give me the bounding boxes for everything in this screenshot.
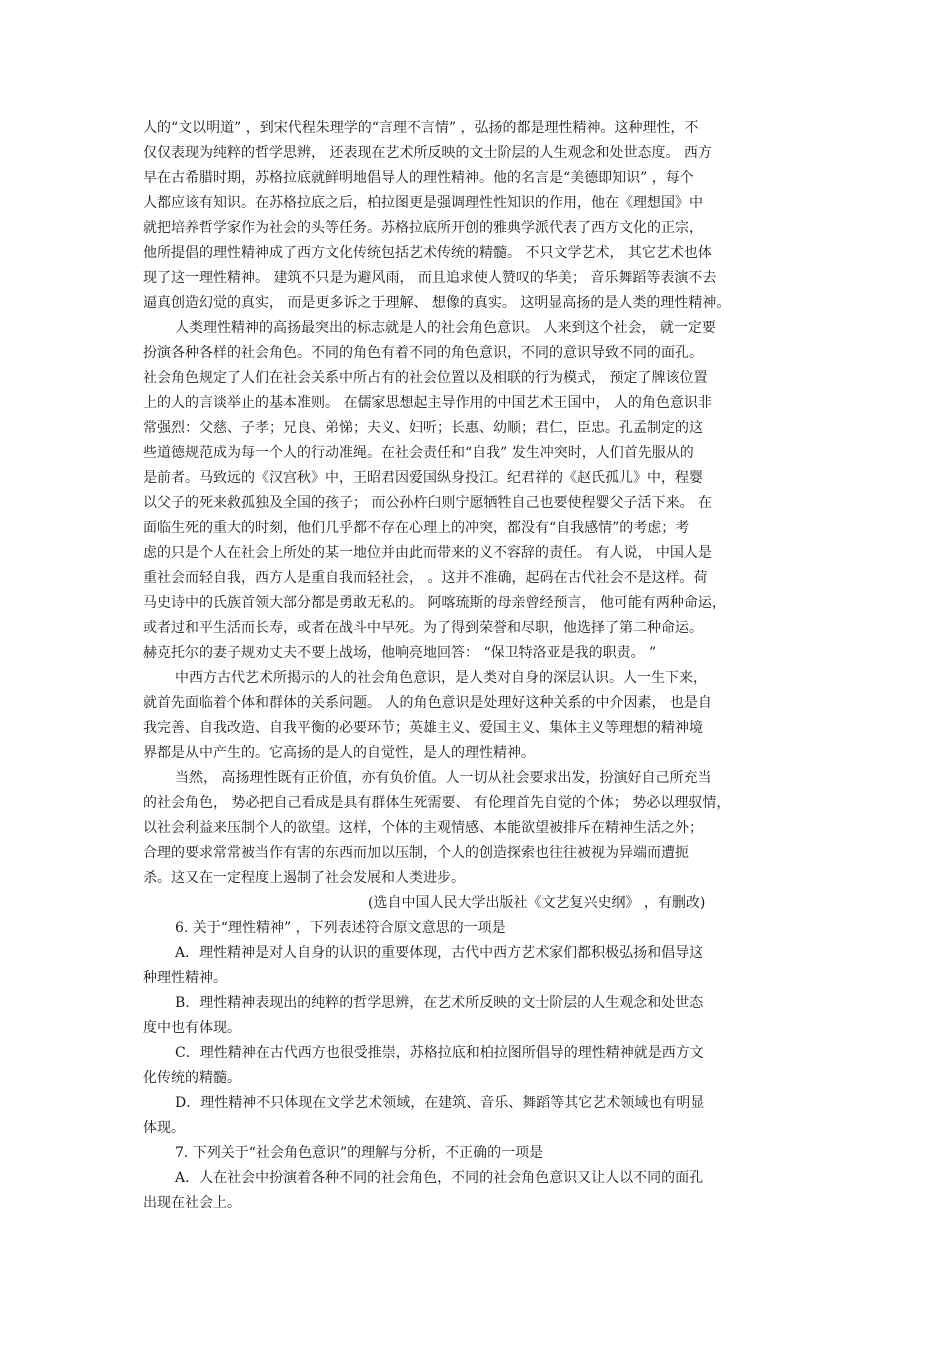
question-7-option-a-continued: 出现在社会上。 [143, 1195, 241, 1211]
question-6-option-a: A．理性精神是对人自身的认识的重要体现，古代中西方艺术家们都积极弘扬和倡导这 [175, 945, 704, 961]
question-6-option-c-continued: 化传统的精髓。 [143, 1070, 241, 1086]
text-line: 以父子的死来救孤独及全国的孩子； 而公孙杵臼则宁愿牺牲自己也要使程婴父子活下来。 在 [143, 495, 712, 511]
text-line: 人的“文以明道” ，到宋代程朱理学的“言理不言情” ，弘扬的都是理性精神。这种理性，不 [143, 120, 699, 136]
text-line: 早在古希腊时期，苏格拉底就鲜明地倡导人的理性精神。他的名言是“美德即知识” ，每个 [143, 170, 694, 186]
text-line: 我完善、自我改造、自我平衡的必要环节；英雄主义、爱国主义、集体主义等理想的精神境 [143, 720, 703, 736]
question-7-stem: 7. 下列关于“社会角色意识”的理解与分析，不正确的一项是 [175, 1145, 544, 1161]
text-line: 马史诗中的氏族首领大部分都是勇敢无私的。 阿喀琉斯的母亲曾经预言， 他可能有两种命运， [143, 595, 726, 611]
text-line: 就把培养哲学家作为社会的头等任务。苏格拉底所开创的雅典学派代表了西方文化的正宗， [143, 220, 703, 236]
text-line: 扮演各种各样的社会角色。不同的角色有着不同的角色意识，不同的意识导致不同的面孔。 [143, 345, 703, 361]
paragraph-start-line: 人类理性精神的高扬最突出的标志就是人的社会角色意识。 人来到这个社会， 就一定要 [175, 320, 716, 336]
text-line: 人都应该有知识。在苏格拉底之后，柏拉图更是强调理性性知识的作用，他在《理想国》中 [143, 195, 703, 211]
text-line: 他所提倡的理性精神成了西方文化传统包括艺术传统的精髓。 不只文学艺术， 其它艺术也体 [143, 245, 712, 261]
text-line: 逼真创造幻觉的真实， 而是更多诉之于理解、 想像的真实。 这明显高扬的是人类的理性精神。 [143, 295, 731, 311]
text-line: 些道德规范成为每一个人的行动准绳。在社会责任和“自我” 发生冲突时，人们首先服从的 [143, 445, 694, 461]
question-6-option-d-continued: 体现。 [143, 1120, 185, 1136]
text-line: 赫克托尔的妻子规劝丈夫不要上战场，他响亮地回答： “保卫特洛亚是我的职责。 ” [143, 645, 657, 661]
question-6-option-b: B．理性精神表现出的纯粹的哲学思辨，在艺术所反映的文士阶层的人生观念和处世态 [175, 995, 704, 1011]
text-line: 社会角色规定了人们在社会关系中所占有的社会位置以及相联的行为模式， 预定了牌该位置 [143, 370, 708, 386]
text-line: 面临生死的重大的时刻，他们几乎都不存在心理上的冲突，都没有“自我感情”的考虑；考 [143, 520, 690, 536]
text-line: 上的人的言谈举止的基本准则。 在儒家思想起主导作用的中国艺术王国中， 人的角色意识非 [143, 395, 712, 411]
text-line: 现了这一理性精神。 建筑不只是为避风雨， 而且追求使人赞叹的华美； 音乐舞蹈等表演不去 [143, 270, 717, 286]
text-line: 常强烈：父慈、子孝；兄良、弟悌；夫义、妇听；长惠、幼顺；君仁，臣忠。孔孟制定的这 [143, 420, 703, 436]
question-6-stem: 6. 关于“理性精神” ，下列表述符合原文意思的一项是 [175, 920, 506, 936]
text-line: 仅仅表现为纯粹的哲学思辨， 还表现在艺术所反映的文士阶层的人生观念和处世态度。 西方 [143, 145, 712, 161]
text-line: 合理的要求常常被当作有害的东西而加以压制，个人的创造探索也往往被视为异端而遭扼 [143, 845, 689, 861]
text-line: 虑的只是个人在社会上所处的某一地位并由此而带来的义不容辞的责任。 有人说， 中国人是 [143, 545, 712, 561]
text-line: 以社会利益来压制个人的欲望。这样，个体的主观情感、本能欲望被排斥在精神生活之外； [143, 820, 703, 836]
text-line: 是前者。马致远的《汉宫秋》中，王昭君因爱国纵身投江。纪君祥的《赵氏孤儿》中，程婴 [143, 470, 703, 486]
question-6-option-d: D．理性精神不只体现在文学艺术领域，在建筑、音乐、舞蹈等其它艺术领域也有明显 [175, 1095, 705, 1111]
paragraph-start-line: 中西方古代艺术所揭示的人的社会角色意识，是人类对自身的深层认识。人一生下来， [175, 670, 707, 686]
text-line: 重社会而轻自我，西方人是重自我而轻社会， 。这并不准确，起码在古代社会不是这样。荷 [143, 570, 708, 586]
question-7-option-a: A．人在社会中扮演着各种不同的社会角色，不同的社会角色意识又让人以不同的面孔 [175, 1170, 704, 1186]
text-line: 的社会角色， 势必把自己看成是具有群体生死需要、 有伦理首先自觉的个体； 势必以理驭情， [143, 795, 731, 811]
source-citation: (选自中国人民大学出版社《文艺复兴史纲》 ，有删改) [368, 895, 706, 911]
question-6-option-a-continued: 种理性精神。 [143, 970, 227, 986]
paragraph-start-line: 当然， 高扬理性既有正价值，亦有负价值。人一切从社会要求出发，扮演好自己所充当 [175, 770, 712, 786]
text-line: 界都是从中产生的。它高扬的是人的自觉性，是人的理性精神。 [143, 745, 535, 761]
question-6-option-b-continued: 度中也有体现。 [143, 1020, 241, 1036]
text-line: 杀。这又在一定程度上遏制了社会发展和人类进步。 [143, 870, 465, 886]
question-6-option-c: C．理性精神在古代西方也很受推崇，苏格拉底和柏拉图所倡导的理性精神就是西方文 [175, 1045, 704, 1061]
text-line: 或者过和平生活而长寿，或者在战斗中早死。为了得到荣誉和尽职，他选择了第二种命运。 [143, 620, 703, 636]
text-line: 就首先面临着个体和群体的关系问题。 人的角色意识是处理好这种关系的中介因素， 也是自 [143, 695, 712, 711]
